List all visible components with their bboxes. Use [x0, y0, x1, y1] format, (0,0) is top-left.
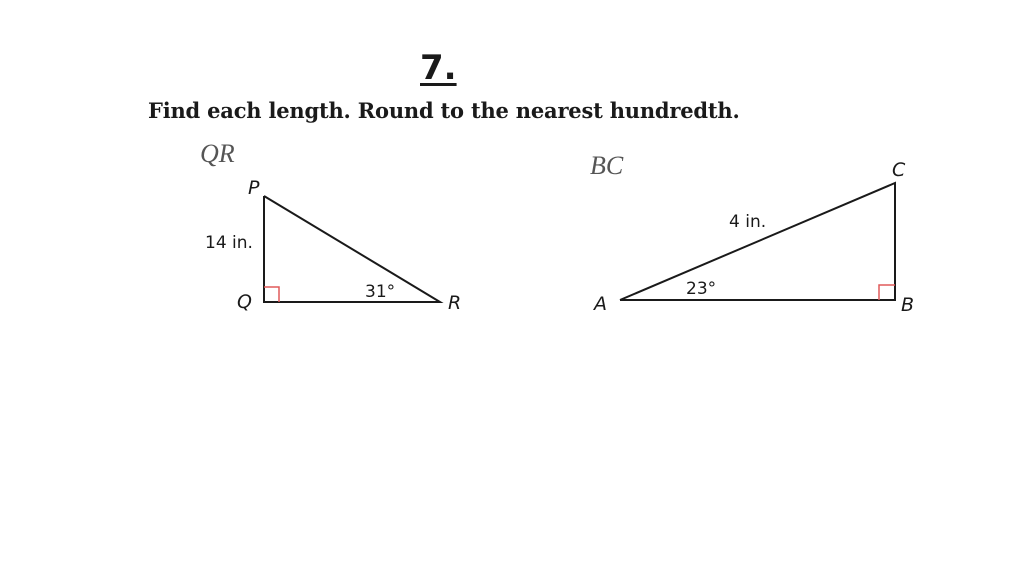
right-angle-marker-b: [879, 285, 895, 300]
vertex-q-label: Q: [237, 291, 252, 313]
angle-r-label: 31°: [365, 282, 396, 302]
figure-1-target-label: QR: [200, 139, 235, 168]
triangle-pqr-outline: [264, 196, 440, 302]
vertex-b-label: B: [901, 294, 915, 316]
vertex-p-label: P: [248, 177, 260, 199]
right-angle-marker-q: [264, 287, 279, 302]
figure-2-target-label: BC: [590, 151, 624, 180]
vertex-r-label: R: [448, 292, 462, 314]
triangle-abc-outline: [620, 183, 895, 300]
problem-number: 7.: [420, 48, 457, 88]
triangle-abc: [592, 159, 914, 316]
triangle-pqr: [205, 177, 461, 314]
vertex-c-label: C: [892, 159, 906, 181]
side-pq-label: 14 in.: [205, 233, 253, 253]
vertex-a-label: A: [594, 293, 607, 315]
angle-a-label: 23°: [686, 279, 717, 299]
side-ac-label: 4 in.: [729, 212, 767, 232]
problem-instructions: Find each length. Round to the nearest hundredth.: [148, 98, 740, 123]
